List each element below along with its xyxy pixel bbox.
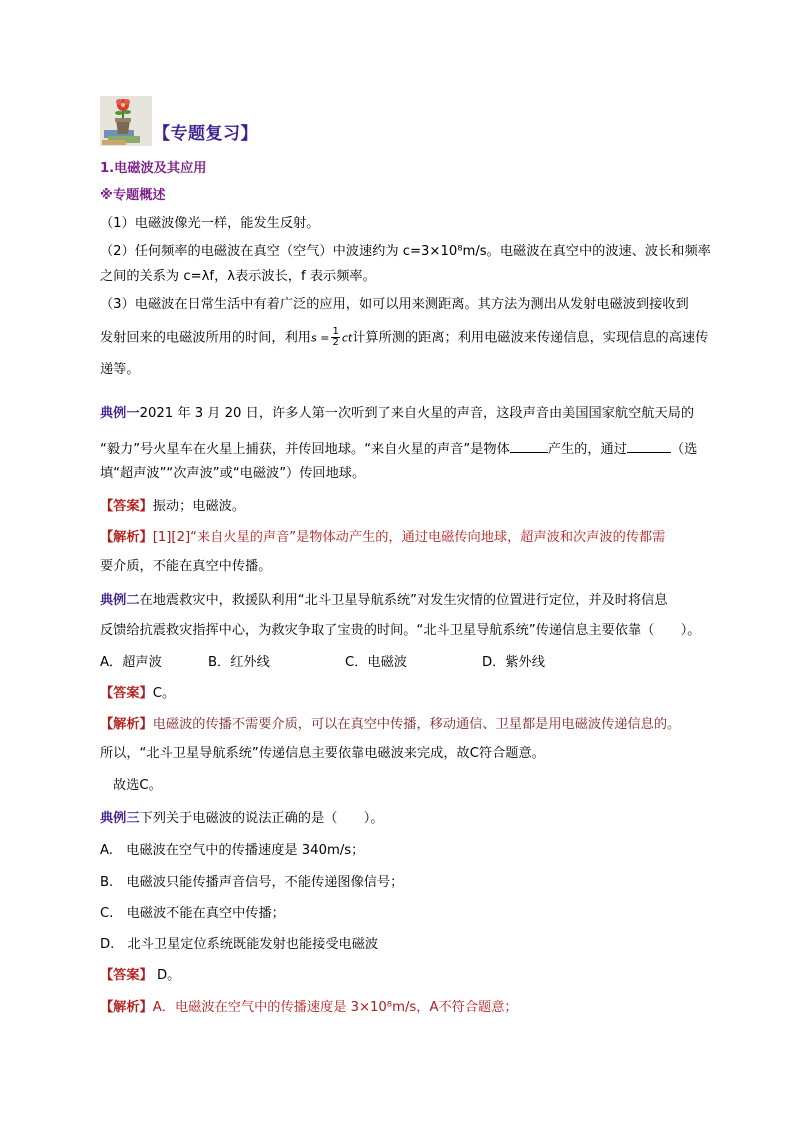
answer-blank-2[interactable] bbox=[627, 438, 671, 453]
answer-label: 【答案】 bbox=[100, 968, 153, 983]
overview-label: ※专题概述 bbox=[100, 188, 166, 203]
answer-text: 振动；电磁波。 bbox=[152, 499, 246, 514]
example3-text: 下列关于电磁波的说法正确的是（ ）。 bbox=[139, 811, 384, 826]
overview-point-3b bbox=[100, 326, 709, 349]
section-title: 【专题复习】 bbox=[153, 124, 258, 144]
option-a[interactable]: A．超声波 bbox=[100, 655, 162, 670]
option-d[interactable]: D．紫外线 bbox=[482, 655, 545, 670]
example1-analysis-2: 要介质，不能在真空中传播。 bbox=[100, 559, 272, 574]
section-header bbox=[100, 94, 258, 146]
answer-text: D。 bbox=[152, 968, 181, 983]
example1-text2a: “毅力”号火星车在火星上捕获，并传回地球。“来自火星的声音”是物体 bbox=[100, 442, 510, 457]
answer-text: C。 bbox=[152, 686, 176, 701]
example2-text1: 在地震救灾中，救援队利用“北斗卫星导航系统”对发生灾情的位置进行定位，并及时将信息 bbox=[139, 593, 668, 608]
analysis-text: A．电磁波在空气中的传播速度是 3×10⁸m/s，A不符合题意； bbox=[152, 1000, 518, 1015]
option-b[interactable]: B．红外线 bbox=[208, 655, 270, 670]
example2-analysis-1 bbox=[100, 715, 700, 735]
overview-point-2b: 之间的关系为 c=λf，λ表示波长，f 表示频率。 bbox=[100, 269, 376, 284]
example2-line2: 反馈给抗震救灾指挥中心，为救灾争取了宝贵的时间。“北斗卫星导航系统”传递信息主要依靠（ ）。 bbox=[100, 623, 701, 638]
example3-label: 典例三 bbox=[100, 811, 140, 826]
example2-analysis-2: 所以，“北斗卫星导航系统”传递信息主要依靠电磁波来完成，故C符合题意。 bbox=[100, 746, 545, 761]
flower-pot-books-icon bbox=[100, 96, 152, 146]
formula-numerator: 1 bbox=[332, 326, 339, 337]
answer-blank-1[interactable] bbox=[510, 438, 548, 453]
formula-s: s = bbox=[311, 331, 330, 345]
analysis-text: 电磁波的传播不需要介质，可以在真空中传播，移动通信、卫星都是用电磁波传递信息的。 bbox=[152, 717, 681, 732]
example2-label: 典例二 bbox=[100, 593, 140, 608]
example1-answer bbox=[100, 497, 700, 517]
overview-point-3b-pre: 发射回来的电磁波所用的时间，利用 bbox=[100, 330, 311, 346]
formula-denominator: 2 bbox=[332, 337, 339, 348]
example3-option-b[interactable]: B. 电磁波只能传播声音信号，不能传递图像信号； bbox=[100, 875, 404, 890]
example1-line2 bbox=[100, 438, 700, 460]
example1-text2c: （选 bbox=[670, 442, 698, 457]
example1-line1 bbox=[100, 404, 700, 424]
topic-heading: 1.电磁波及其应用 bbox=[100, 161, 207, 176]
answer-label: 【答案】 bbox=[100, 686, 153, 701]
example1-text2b: 产生的，通过 bbox=[547, 442, 627, 457]
example3-option-d[interactable]: D. 北斗卫星定位系统既能发射也能接受电磁波 bbox=[100, 937, 379, 952]
example1-line3: 填“超声波”“次声波”或“电磁波”）传回地球。 bbox=[100, 466, 366, 481]
example1-text1: 2021 年 3 月 20 日，许多人第一次听到了来自火星的声音，这段声音由美国国家航空航天局的 bbox=[139, 406, 695, 421]
answer-label: 【答案】 bbox=[100, 499, 153, 514]
example3-analysis-1 bbox=[100, 998, 700, 1018]
example2-conclusion: 故选C。 bbox=[113, 778, 162, 793]
overview-point-3c: 递等。 bbox=[100, 362, 140, 377]
example3-option-c[interactable]: C. 电磁波不能在真空中传播； bbox=[100, 906, 285, 921]
example3-answer bbox=[100, 966, 700, 986]
example2-answer bbox=[100, 684, 700, 704]
overview-point-3b-post: 计算所测的距离；利用电磁波来传递信息，实现信息的高速传 bbox=[352, 330, 709, 346]
example2-options bbox=[100, 653, 700, 673]
formula-ct: ct bbox=[341, 331, 353, 345]
overview-point-1: （1）电磁波像光一样，能发生反射。 bbox=[100, 216, 320, 231]
example3-option-a[interactable]: A. 电磁波在空气中的传播速度是 340m/s； bbox=[100, 843, 365, 858]
analysis-label: 【解析】 bbox=[100, 530, 153, 545]
analysis-label: 【解析】 bbox=[100, 1000, 153, 1015]
analysis-text: [1][2]“来自火星的声音”是物体动产生的，通过电磁传向地球，超声波和次声波的传都需 bbox=[152, 530, 666, 545]
example1-analysis-1 bbox=[100, 528, 700, 548]
formula-fraction bbox=[331, 327, 339, 348]
overview-point-3a: （3）电磁波在日常生活中有着广泛的应用，如可以用来测距离。其方法为测出从发射电磁波到接收到 bbox=[100, 297, 689, 312]
example2-line1 bbox=[100, 591, 700, 611]
analysis-label: 【解析】 bbox=[100, 717, 153, 732]
option-c[interactable]: C．电磁波 bbox=[345, 655, 407, 670]
example3-stem bbox=[100, 809, 700, 829]
example1-label: 典例一 bbox=[100, 406, 140, 421]
overview-point-2a: （2）任何频率的电磁波在真空（空气）中波速约为 c=3×10⁸m/s。电磁波在真空中的波速、波长和频率 bbox=[100, 244, 711, 259]
